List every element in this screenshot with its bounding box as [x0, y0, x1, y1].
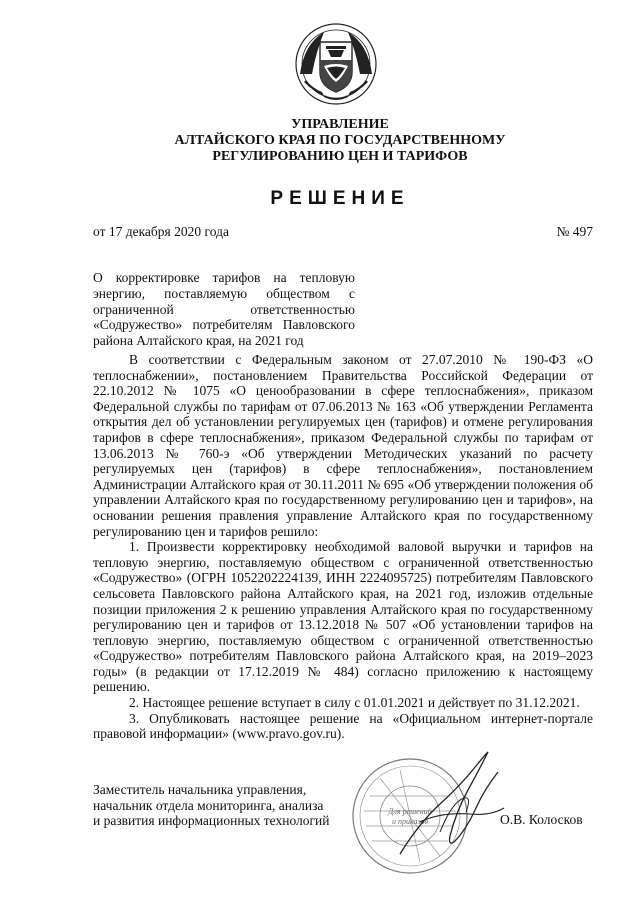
organization-name — [60, 117, 620, 165]
signatory-position — [93, 782, 353, 829]
document-type-title: РЕШЕНИЕ — [270, 188, 410, 209]
document-date: от 17 декабря 2020 года — [93, 224, 229, 239]
position-line-1: Заместитель начальника управления, — [93, 782, 307, 797]
position-line-3: и развития информационных технологий — [93, 813, 330, 829]
dateline — [93, 224, 593, 240]
org-line-3: РЕГУЛИРОВАНИЮ ЦЕН И ТАРИФОВ — [212, 149, 468, 164]
body-item-2: 2. Настоящее решение вступает в силу с 01.01.2021 и действует по 31.12.2021. — [129, 695, 580, 711]
document-number: № 497 — [556, 224, 593, 239]
coat-of-arms-emblem — [294, 22, 378, 106]
org-line-2: АЛТАЙСКОГО КРАЯ ПО ГОСУДАРСТВЕННОМУ — [174, 133, 506, 148]
body-preamble: В соответствии с Федеральным законом от 27.07.2010 № 190-ФЗ «О теплоснабжении», постановлением Правительства Российской Федерации от 22.10.2012 № 1075 «О ценообразовании в сфере теплоснабжения», приказом Федеральной службы по тарифам от 07.06.2013 № 163 «Об утверждении Регламента открытия дел об установлении регулируемых цен (тарифов) и отмене регулирования тарифов в сфере теплоснабжения», приказом Федеральной службы по тарифам от 13.06.2013 № 760-э «Об утверждении Методических указаний по расчету регулируемых цен (тарифов) в сфере теплоснабжения», постановлением Администрации Алтайского края от 30.11.2011 № 695 «Об утверждении положения об управлении Алтайского края по государственному регулированию цен и тарифов», на основании решения правления управление Алтайского края по государственному регулированию цен и тарифов решило: — [93, 352, 593, 539]
body-item-3: 3. Опубликовать настоящее решение на «Официальном интернет-портале правовой информации» (www.pravo.gov.ru). — [93, 710, 593, 742]
handwritten-signature — [380, 742, 520, 862]
position-line-2: начальник отдела мониторинга, анализа — [93, 797, 324, 813]
stamp-text-line-2: и приказов — [391, 817, 429, 826]
document-subject: О корректировке тарифов на тепловую энергию, поставляемую обществом с ограниченной ответственностью «Содружество» потребителям Павловского района Алтайского края, на 2021 год — [93, 270, 355, 349]
body-item-1: 1. Произвести корректировку необходимой валовой выручки и тарифов на тепловую энергию, поставляемую обществом с ограниченной ответственностью «Содружество» (ОГРН 1052202224139, ИНН 2224095725) потребителям Павловского сельсовета Павловского района Алтайского края, на 2021 год, изложив отдельные позиции приложения 2 к решению управления Алтайского края по государственному регулированию цен и тарифов от 13.12.2018 № 507 «Об установлении тарифов на тепловую энергию, поставляемую обществом с ограниченной ответственностью «Содружество» потребителям Павловского района Алтайского края, на 2019–2023 годы» (в редакции от 17.12.2019 № 484) согласно приложению к настоящему решению. — [93, 539, 593, 695]
stamp-text-line-1: Для решений — [388, 807, 432, 816]
signatory-name: О.В. Колосков — [500, 812, 583, 827]
document-body — [93, 352, 593, 742]
org-line-1: УПРАВЛЕНИЕ — [291, 117, 389, 132]
